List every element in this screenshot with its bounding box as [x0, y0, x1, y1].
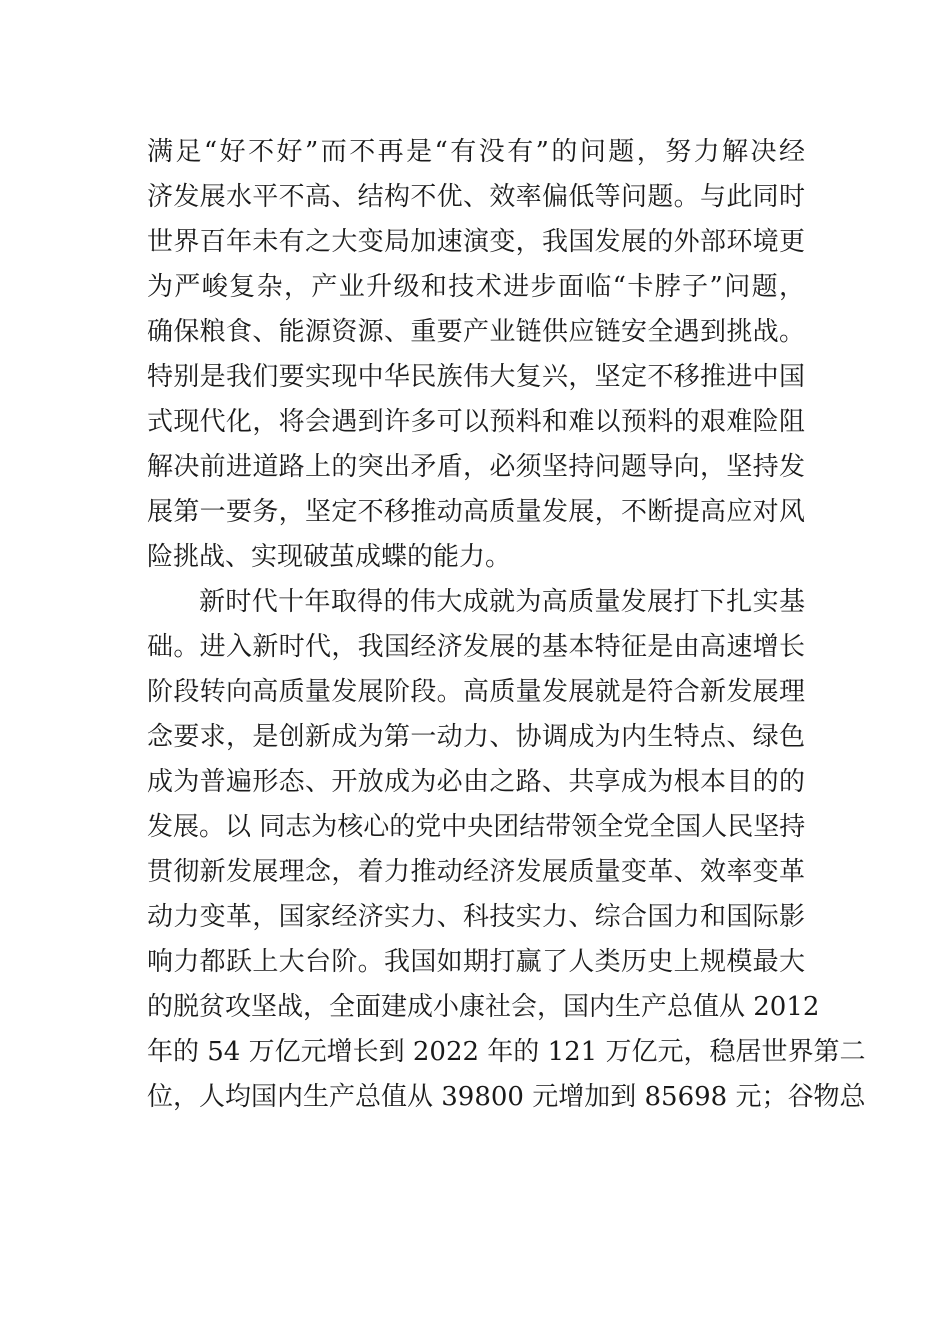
paragraph-2	[147, 580, 866, 1120]
text-line: 济发展水平不高、结构不优、效率偏低等问题。与此同时	[147, 182, 805, 212]
text-line: 特别是我们要实现中华民族伟大复兴，坚定不移推进中国	[147, 362, 805, 392]
text-line: 成为普遍形态、开放成为必由之路、共享成为根本目的的	[147, 767, 805, 797]
text-line: 阶段转向高质量发展阶段。高质量发展就是符合新发展理	[147, 677, 805, 707]
text-line: 新时代十年取得的伟大成就为高质量发展打下扎实基	[199, 587, 805, 617]
text-line: 展第一要务，坚定不移推动高质量发展，不断提高应对风	[147, 497, 805, 527]
body-text	[147, 130, 866, 1120]
text-line: 位，人均国内生产总值从 39800 元增加到 85698 元；谷物总	[147, 1082, 866, 1112]
text-line: 世界百年未有之大变局加速演变，我国发展的外部环境更	[147, 227, 805, 257]
text-line: 年的 54 万亿元增长到 2022 年的 121 万亿元，稳居世界第二	[147, 1037, 866, 1067]
text-line: 响力都跃上大台阶。我国如期打赢了人类历史上规模最大	[147, 947, 805, 977]
text-line: 念要求，是创新成为第一动力、协调成为内生特点、绿色	[147, 722, 805, 752]
text-line: 的脱贫攻坚战，全面建成小康社会，国内生产总值从 2012	[147, 992, 820, 1022]
text-line: 础。进入新时代，我国经济发展的基本特征是由高速增长	[147, 632, 805, 662]
text-line: 动力变革，国家经济实力、科技实力、综合国力和国际影	[147, 902, 805, 932]
text-line: 险挑战、实现破茧成蝶的能力。	[147, 542, 512, 572]
text-line: 确保粮食、能源资源、重要产业链供应链安全遇到挑战。	[147, 317, 805, 347]
text-line: 贯彻新发展理念，着力推动经济发展质量变革、效率变革	[147, 857, 805, 887]
paragraph-1	[147, 130, 805, 580]
text-line: 满足“好不好”而不再是“有没有”的问题，努力解决经	[147, 137, 805, 167]
text-line: 解决前进道路上的突出矛盾，必须坚持问题导向，坚持发	[147, 452, 805, 482]
text-line: 发展。以 同志为核心的党中央团结带领全党全国人民坚持	[147, 812, 806, 842]
text-line: 式现代化，将会遇到许多可以预料和难以预料的艰难险阻	[147, 407, 805, 437]
text-line: 为严峻复杂，产业升级和技术进步面临“卡脖子”问题，	[147, 272, 805, 302]
